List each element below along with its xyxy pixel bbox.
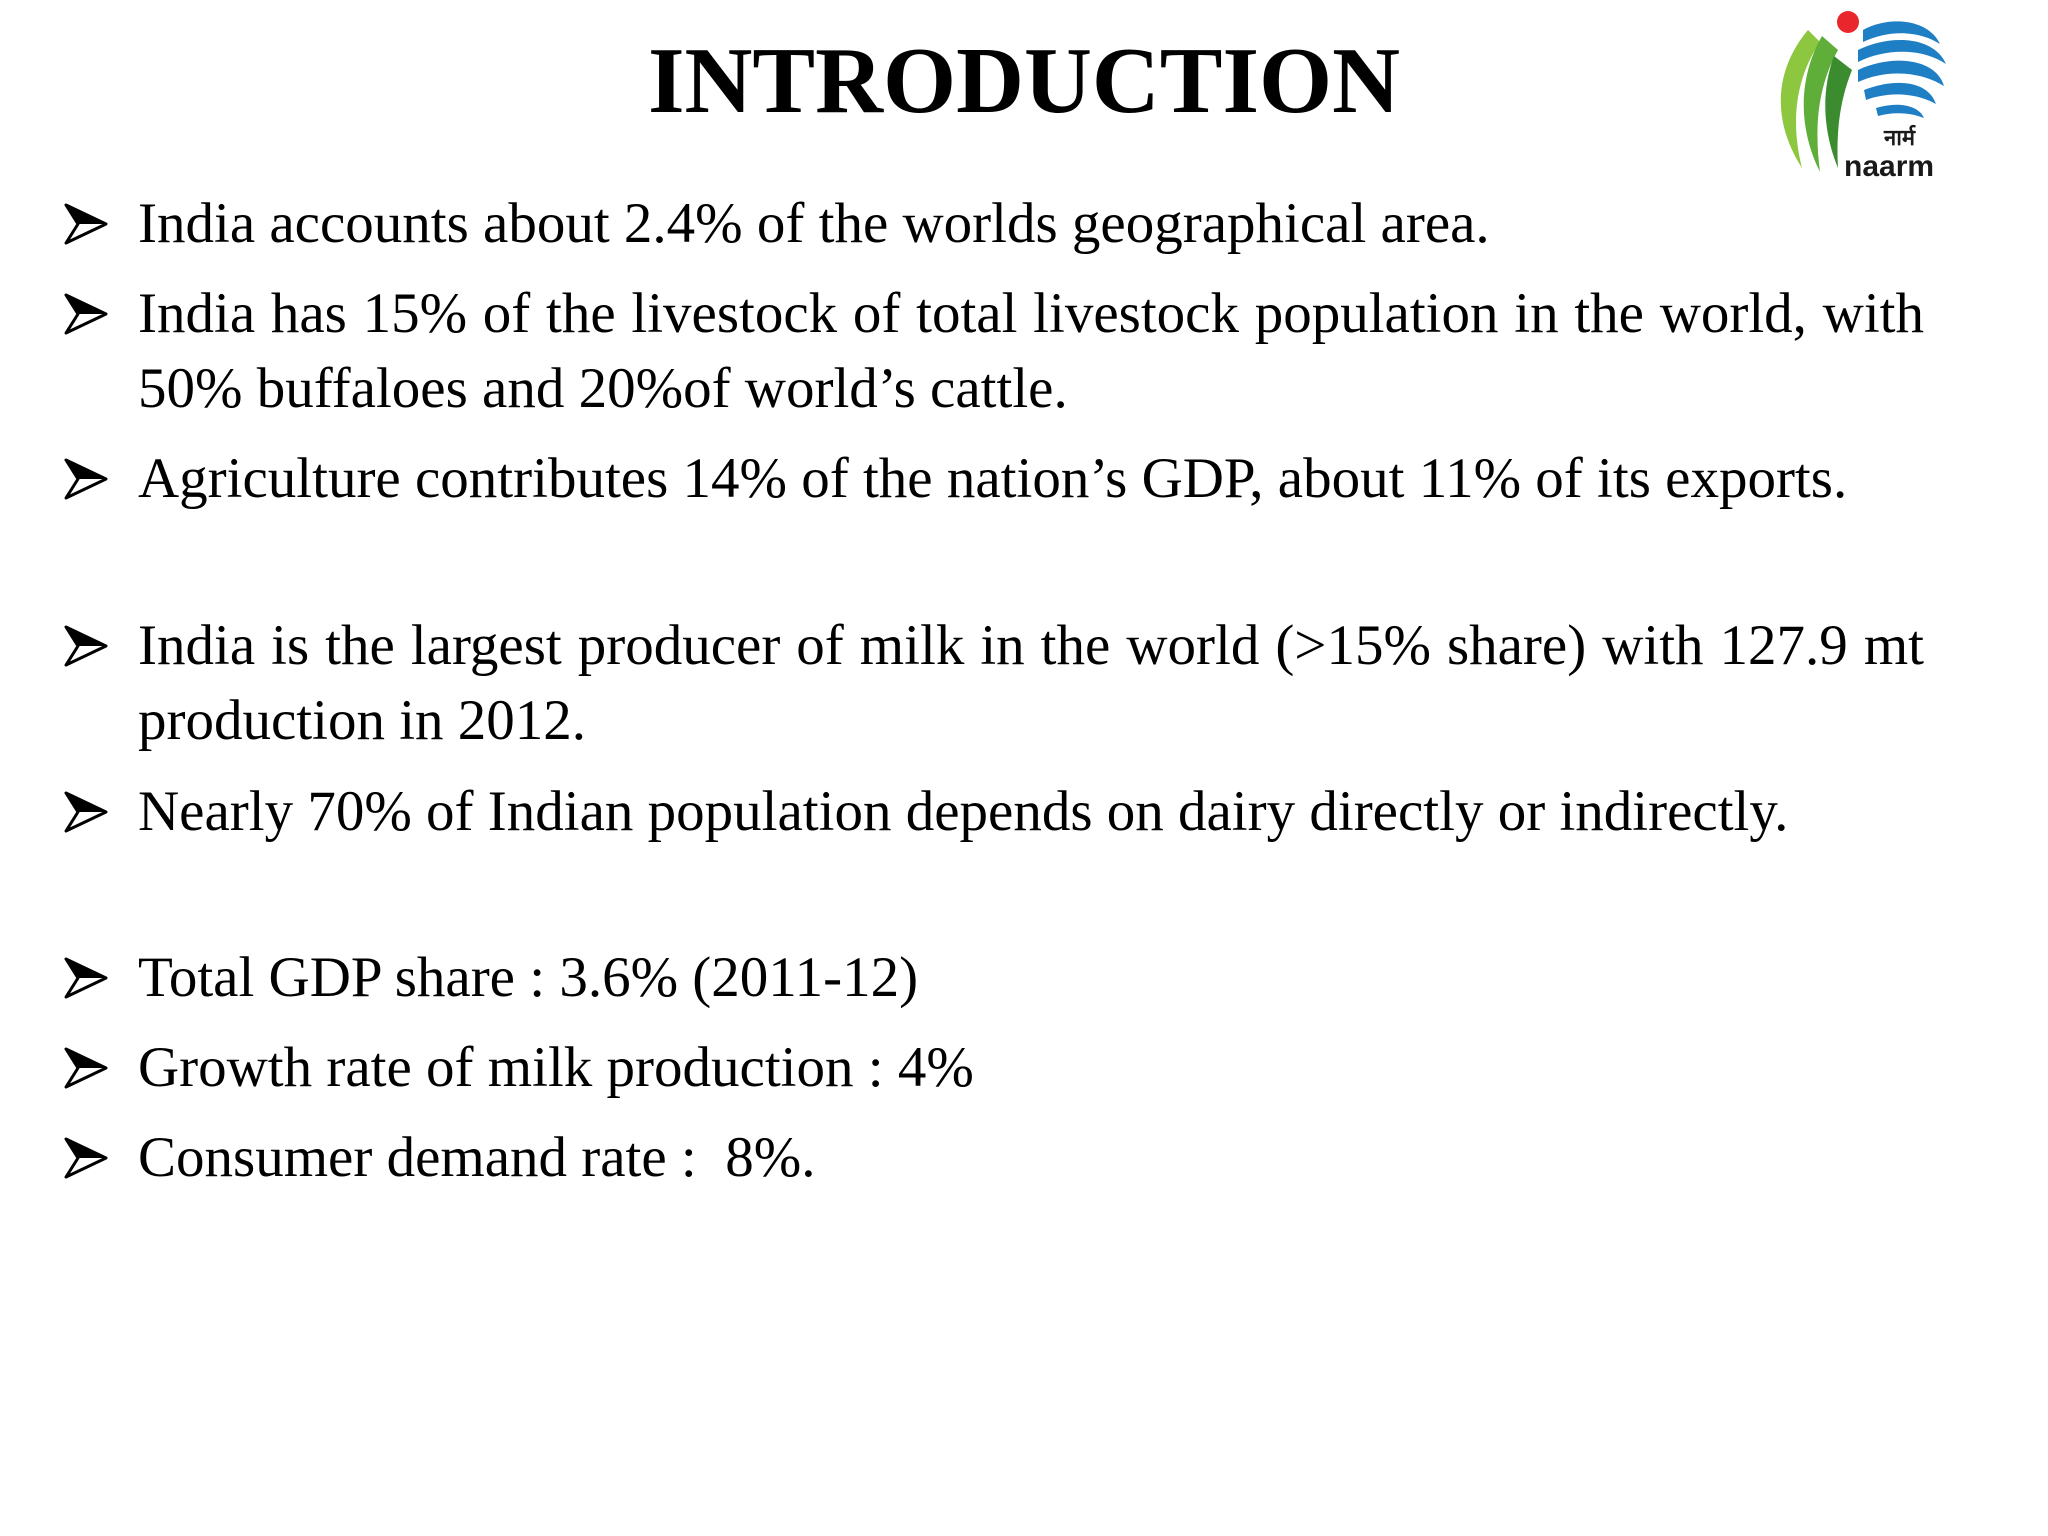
naarm-logo [1768,8,1958,188]
arrowhead-bullet-icon [62,1136,110,1180]
logo-latin-text: naarm [1844,150,1935,183]
bullet-text: Total GDP share : 3.6% (2011-12) [138,946,919,1009]
bullet-text: India has 15% of the livestock of total livestock population in the world, with 50% buffaloes and 20%of world’s cattle. [138,282,1924,420]
bullet-text: India is the largest producer of milk in the world (>15% share) with 127.9 mt production in 2012. [138,614,1924,752]
logo-hindi-text: नार्म [1884,125,1916,150]
arrowhead-bullet-icon [62,956,110,1000]
bullet-text: Nearly 70% of Indian population depends on dairy directly or indirectly. [138,780,1789,843]
arrowhead-bullet-icon [62,790,110,834]
arrowhead-bullet-icon [62,202,110,246]
arrowhead-bullet-icon [62,292,110,336]
slide-title: INTRODUCTION [647,29,1401,133]
arrowhead-bullet-icon [62,457,110,501]
bullet-text: Consumer demand rate : 8%. [138,1126,816,1189]
arrowhead-bullet-icon [62,1046,110,1090]
bullet-text: Agriculture contributes 14% of the nation’s GDP, about 11% of its exports. [138,447,1848,510]
arrowhead-bullet-icon [62,624,110,668]
bullet-text: India accounts about 2.4% of the worlds geographical area. [138,192,1490,255]
bullet-text: Growth rate of milk production : 4% [138,1036,974,1099]
